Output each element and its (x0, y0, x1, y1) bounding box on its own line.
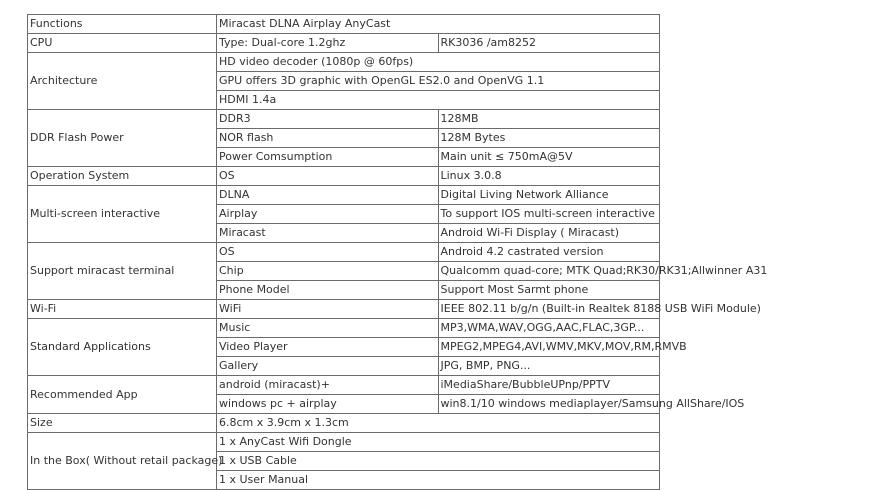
box-item: 1 x User Manual (217, 471, 660, 490)
terminal-value: Android 4.2 castrated version (438, 243, 660, 262)
table-row (28, 110, 660, 129)
table-row (28, 376, 660, 395)
multiscreen-value: To support IOS multi-screen interactive (438, 205, 660, 224)
multiscreen-key: Miracast (217, 224, 439, 243)
apps-value: MPEG2,MPEG4,AVI,WMV,MKV,MOV,RM,RMVB (438, 338, 660, 357)
row-label-box: In the Box( Without retail package) (28, 433, 217, 490)
box-item: 1 x AnyCast Wifi Dongle (217, 433, 660, 452)
apps-value: MP3,WMA,WAV,OGG,AAC,FLAC,3GP... (438, 319, 660, 338)
row-label-size: Size (28, 414, 217, 433)
cpu-type: Type: Dual-core 1.2ghz (217, 34, 439, 53)
size-value: 6.8cm x 3.9cm x 1.3cm (217, 414, 660, 433)
wifi-value: IEEE 802.11 b/g/n (Built-in Realtek 8188 USB WiFi Module) (438, 300, 660, 319)
recommended-key: android (miracast)+ (217, 376, 439, 395)
apps-key: Music (217, 319, 439, 338)
ddr-value: 128MB (438, 110, 660, 129)
spec-table (27, 14, 768, 490)
row-label-wifi: Wi-Fi (28, 300, 217, 319)
row-label-recommended: Recommended App (28, 376, 217, 414)
table-row (28, 243, 660, 262)
row-label-functions: Functions (28, 15, 217, 34)
row-label-cpu: CPU (28, 34, 217, 53)
table-row (28, 53, 660, 72)
terminal-key: OS (217, 243, 439, 262)
row-label-architecture: Architecture (28, 53, 217, 110)
multiscreen-value: Android Wi-Fi Display ( Miracast) (438, 224, 660, 243)
ddr-value: Main unit ≤ 750mA@5V (438, 148, 660, 167)
row-label-multiscreen: Multi-screen interactive (28, 186, 217, 243)
terminal-value: Support Most Sarmt phone (438, 281, 660, 300)
ddr-key: DDR3 (217, 110, 439, 129)
ddr-key: Power Comsumption (217, 148, 439, 167)
table-row (28, 167, 660, 186)
recommended-value: win8.1/10 windows mediaplayer/Samsung AllShare/IOS (438, 395, 660, 414)
row-label-apps: Standard Applications (28, 319, 217, 376)
table-row (28, 433, 660, 452)
ddr-value: 128M Bytes (438, 129, 660, 148)
table-row (28, 414, 660, 433)
multiscreen-key: Airplay (217, 205, 439, 224)
cpu-chip: RK3036 /am8252 (438, 34, 660, 53)
recommended-value: iMediaShare/BubbleUPnp/PPTV (438, 376, 660, 395)
apps-value: JPG, BMP, PNG... (438, 357, 660, 376)
apps-key: Gallery (217, 357, 439, 376)
table-row (28, 300, 660, 319)
table-row (28, 34, 660, 53)
terminal-key: Phone Model (217, 281, 439, 300)
table-row (28, 186, 660, 205)
row-label-os: Operation System (28, 167, 217, 186)
row-label-ddr: DDR Flash Power (28, 110, 217, 167)
apps-key: Video Player (217, 338, 439, 357)
multiscreen-value: Digital Living Network Alliance (438, 186, 660, 205)
architecture-line: HD video decoder (1080p @ 60fps) (217, 53, 660, 72)
row-label-miracast-terminal: Support miracast terminal (28, 243, 217, 300)
terminal-value: Qualcomm quad-core; MTK Quad;RK30/RK31;Allwinner A31 (438, 262, 660, 281)
terminal-key: Chip (217, 262, 439, 281)
functions-value: Miracast DLNA Airplay AnyCast (217, 15, 660, 34)
architecture-line: HDMI 1.4a (217, 91, 660, 110)
box-item: 1 x USB Cable (217, 452, 660, 471)
table-row (28, 15, 660, 34)
table-row (28, 319, 660, 338)
wifi-key: WiFi (217, 300, 439, 319)
os-value: Linux 3.0.8 (438, 167, 660, 186)
architecture-line: GPU offers 3D graphic with OpenGL ES2.0 and OpenVG 1.1 (217, 72, 660, 91)
recommended-key: windows pc + airplay (217, 395, 439, 414)
multiscreen-key: DLNA (217, 186, 439, 205)
ddr-key: NOR flash (217, 129, 439, 148)
os-key: OS (217, 167, 439, 186)
